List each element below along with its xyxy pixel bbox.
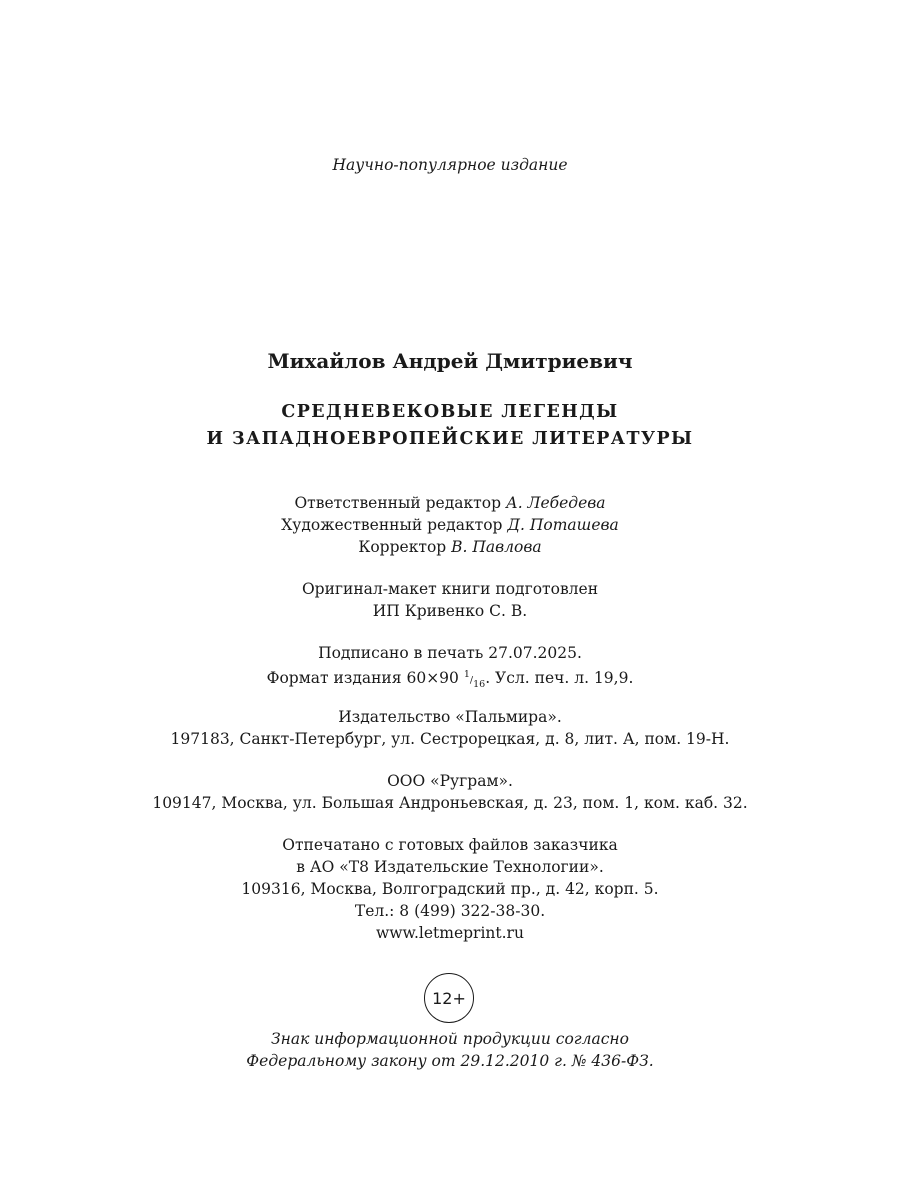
credit-role: Корректор bbox=[358, 538, 447, 556]
age-note-line-1: Знак информационной продукции согласно bbox=[271, 1030, 629, 1048]
printer-line-1: Отпечатано с готовых файлов заказчика bbox=[282, 836, 618, 854]
printer-website[interactable]: www.letmeprint.ru bbox=[376, 924, 524, 942]
credit-name: А. Лебедева bbox=[505, 494, 606, 512]
company-name: ООО «Руграм». bbox=[387, 772, 513, 790]
company-address: 109147, Москва, ул. Большая Андроньевская, д. 23, пом. 1, ком. каб. 32. bbox=[152, 794, 748, 812]
age-note-line-2: Федеральному закону от 29.12.2010 г. № 436-ФЗ. bbox=[246, 1052, 654, 1070]
publisher-name: Издательство «Пальмира». bbox=[338, 708, 562, 726]
fraction-numerator: 1 bbox=[463, 669, 470, 680]
credit-art-editor bbox=[0, 514, 900, 536]
edition-type: Научно-популярное издание bbox=[332, 156, 568, 174]
printer-phone: Тел.: 8 (499) 322-38-30. bbox=[354, 902, 546, 920]
layout-credit-line-1: Оригинал-макет книги подготовлен bbox=[301, 580, 599, 598]
credit-name: Д. Поташева bbox=[507, 516, 619, 534]
author-name: Михайлов Андрей Дмитриевич bbox=[267, 349, 633, 373]
fraction-denominator: 16 bbox=[473, 679, 486, 690]
print-format bbox=[0, 664, 900, 696]
credit-name: В. Павлова bbox=[451, 538, 542, 556]
credit-role: Художественный редактор bbox=[281, 516, 503, 534]
format-prefix: Формат издания 60×90 bbox=[266, 669, 459, 687]
credit-executive-editor bbox=[0, 492, 900, 514]
credit-role: Ответственный редактор bbox=[294, 494, 502, 512]
printer-address: 109316, Москва, Волгоградский пр., д. 42, корп. 5. bbox=[241, 880, 659, 898]
book-title-line-2: И ЗАПАДНОЕВРОПЕЙСКИЕ ЛИТЕРАТУРЫ bbox=[206, 429, 694, 449]
layout-credit-line-2: ИП Кривенко С. В. bbox=[372, 602, 528, 620]
printer-line-2: в АО «Т8 Издательские Технологии». bbox=[296, 858, 604, 876]
format-suffix: . Усл. печ. л. 19,9. bbox=[485, 669, 634, 687]
age-rating-badge: 12+ bbox=[424, 973, 474, 1023]
signed-for-print: Подписано в печать 27.07.2025. bbox=[318, 644, 582, 662]
publisher-address: 197183, Санкт-Петербург, ул. Сестрорецкая, д. 8, лит. А, пом. 19-Н. bbox=[170, 730, 730, 748]
book-title-line-1: СРЕДНЕВЕКОВЫЕ ЛЕГЕНДЫ bbox=[281, 402, 619, 422]
format-fraction: $^1/_{16}$ bbox=[463, 669, 486, 690]
credit-proofreader bbox=[0, 536, 900, 558]
